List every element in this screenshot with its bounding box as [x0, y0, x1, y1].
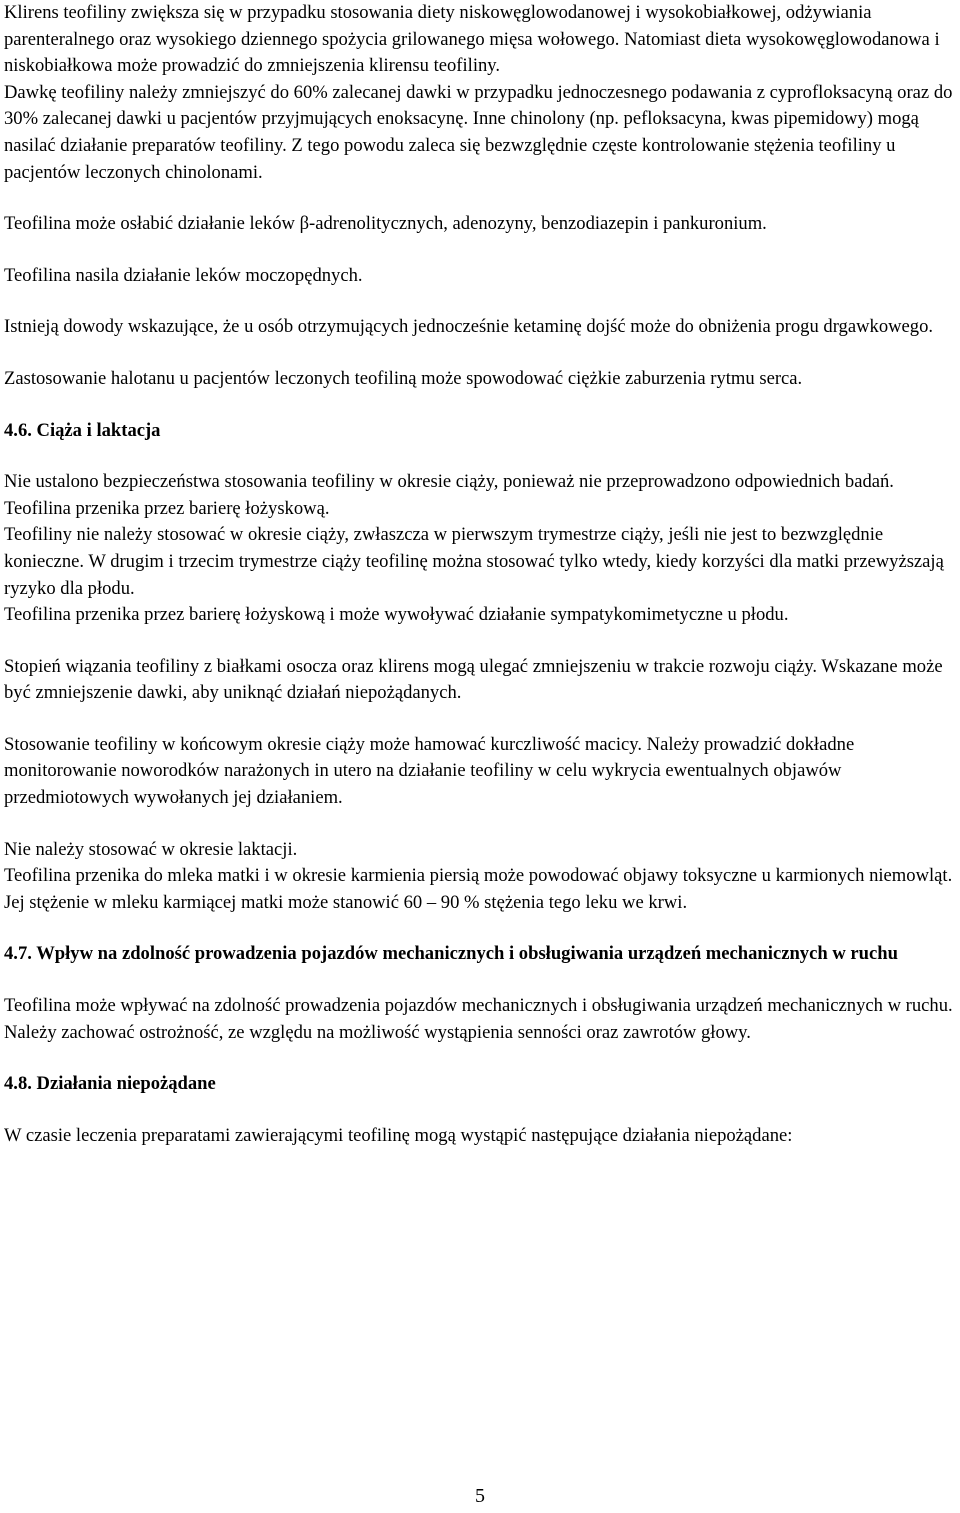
paragraph-adverse-effects-intro: W czasie leczenia preparatami zawierającymi teofilinę mogą wystąpić następujące działania niepożądane:	[4, 1124, 793, 1146]
paragraph-pregnancy-safety: Nie ustalono bezpieczeństwa stosowania teofiliny w okresie ciąży, ponieważ nie przeprowadzono odpowiednich badań. Teofilina przenika przez barierę łożyskową.	[4, 471, 894, 519]
section-heading-adverse-effects: 4.8. Działania niepożądane	[4, 1073, 216, 1095]
paragraph-lactation-warning: Nie należy stosować w okresie laktacji.	[4, 838, 298, 860]
paragraph-diet-clearance: Klirens teofiliny zwiększa się w przypadku stosowania diety niskowęglowodanowej i wysokobiałkowej, odżywiania parenteralnego oraz wysokiego dziennego spożycia grilowanego mięsa wołowego. Natomiast dieta wysokowęglowodanowa i niskobiałkowa może prowadzić do zmniejszenia klirensu teofiliny.	[4, 2, 940, 77]
paragraph-late-pregnancy: Stosowanie teofiliny w końcowym okresie ciąży może hamować kurczliwość macicy. Należy prowadzić dokładne monitorowanie noworodków narażonych in utero na działanie teofiliny w celu wykrycia ewentualnych objawów przedmiotowych wywołanych jej działaniem.	[4, 733, 855, 809]
section-heading-pregnancy: 4.6. Ciąża i laktacja	[4, 419, 161, 441]
paragraph-pregnancy-trimester: Teofiliny nie należy stosować w okresie ciąży, zwłaszcza w pierwszym trymestrze ciąży, jeśli nie jest to bezwzględnie konieczne. W drugim i trzecim trymestrze ciąży teofilinę można stosować tylko wtedy, kiedy korzyści dla matki przewyższają ryzyko dla płodu.	[4, 524, 944, 599]
paragraph-breast-milk: Teofilina przenika do mleka matki i w okresie karmienia piersią może powodować objawy toksyczne u karmionych niemowląt. Jej stężenie w mleku karmiącej matki może stanowić 60 – 90 % stężenia tego leku we krwi.	[4, 865, 953, 913]
paragraph-beta-blockers: Teofilina może osłabić działanie leków β-adrenolitycznych, adenozyny, benzodiazepin i pankuronium.	[4, 213, 767, 235]
paragraph-protein-binding: Stopień wiązania teofiliny z białkami osocza oraz klirens mogą ulegać zmniejszeniu w trakcie rozwoju ciąży. Wskazane może być zmniejszenie dawki, aby uniknąć działań niepożądanych.	[4, 655, 943, 704]
paragraph-placental-barrier: Teofilina przenika przez barierę łożyskową i może wywoływać działanie sympatykomimetyczne u płodu.	[4, 604, 789, 626]
paragraph-ketamine: Istnieją dowody wskazujące, że u osób otrzymujących jednocześnie ketaminę dojść może do obniżenia progu drgawkowego.	[4, 316, 934, 338]
document-page	[4, 0, 956, 1149]
paragraph-quinolones: Dawkę teofiliny należy zmniejszyć do 60% zalecanej dawki w przypadku jednoczesnego podawania z cyprofloksacyną oraz do 30% zalecanej dawki u pacjentów przyjmujących enoksacynę. Inne chinolony (np. pefloksacyna, kwas pipemidowy) mogą nasilać działanie preparatów teofiliny. Z tego powodu zaleca się bezwzględnie częste kontrolowanie stężenia teofiliny u pacjentów leczonych chinolonami.	[4, 81, 953, 183]
page-number: 5	[475, 1485, 485, 1507]
paragraph-diuretics: Teofilina nasila działanie leków moczopędnych.	[4, 264, 363, 286]
paragraph-halothane: Zastosowanie halotanu u pacjentów leczonych teofiliną może spowodować ciężkie zaburzenia rytmu serca.	[4, 367, 803, 389]
paragraph-driving: Teofilina może wpływać na zdolność prowadzenia pojazdów mechanicznych i obsługiwania urządzeń mechanicznych w ruchu. Należy zachować ostrożność, ze względu na możliwość wystąpienia senności oraz zawrotów głowy.	[4, 995, 953, 1043]
section-heading-driving: 4.7. Wpływ na zdolność prowadzenia pojazdów mechanicznych i obsługiwania urządzeń mechanicznych w ruchu	[4, 943, 898, 965]
